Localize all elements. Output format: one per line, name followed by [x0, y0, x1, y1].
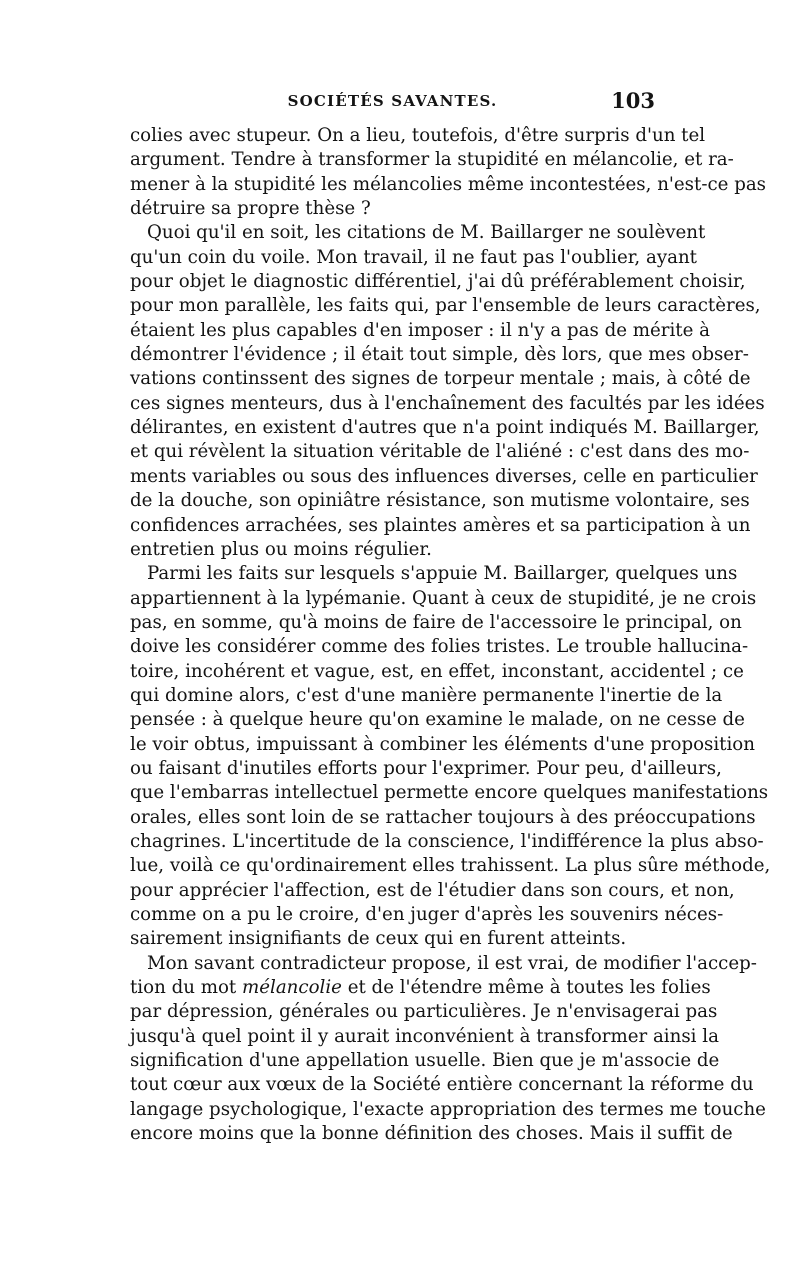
paragraph — [130, 952, 766, 1147]
running-title: SOCIÉTÉS SAVANTES. — [287, 92, 498, 110]
text-line: comme on a pu le croire, d'en juger d'après les souvenirs néces- — [130, 904, 724, 925]
paragraph — [130, 124, 767, 221]
text-line: Mon savant contradicteur propose, il est vrai, de modifier l'accep- — [147, 952, 757, 974]
text-line: toire, incohérent et vague, est, en effet, inconstant, accidentel ; ce — [130, 660, 744, 682]
text-line: détruire sa propre thèse ? — [130, 198, 371, 220]
text-line: pensée : à quelque heure qu'on examine le malade, on ne cesse de — [130, 709, 745, 731]
text-line: pour mon parallèle, les faits qui, par l'ensemble de leurs caractères, — [130, 295, 761, 317]
text-line: jusqu'à quel point il y aurait inconvénient à transformer ainsi la — [130, 1025, 719, 1047]
text-line-with-emphasis — [130, 976, 711, 1000]
text-line: par dépression, générales ou particulières. Je n'envisagerai pas — [130, 1001, 718, 1023]
text-fragment: tion du mot — [130, 977, 242, 999]
text-line: Quoi qu'il en soit, les citations de M. Baillarger ne soulèvent — [147, 222, 706, 244]
text-line: lue, voilà ce qu'ordinairement elles trahissent. La plus sûre méthode, — [130, 855, 771, 877]
text-line: pour apprécier l'affection, est de l'étudier dans son cours, et non, — [130, 879, 735, 901]
paragraph — [130, 562, 771, 952]
text-line: le voir obtus, impuissant à combiner les éléments d'une proposition — [130, 733, 755, 755]
text-line: qui domine alors, c'est d'une manière permanente l'inertie de la — [130, 684, 723, 706]
text-line: entretien plus ou moins régulier. — [130, 538, 432, 560]
paragraph — [130, 221, 765, 562]
text-line: de la douche, son opiniâtre résistance, son mutisme volontaire, ses — [130, 490, 750, 512]
text-line: signification d'une appellation usuelle. Bien que je m'associe de — [130, 1050, 720, 1072]
text-line: pas, en somme, qu'à moins de faire de l'accessoire le principal, on — [130, 611, 742, 633]
text-line: confidences arrachées, ses plaintes amères et sa participation à un — [130, 514, 751, 536]
text-line: vations continssent des signes de torpeur mentale ; mais, à côté de — [130, 368, 751, 390]
text-line: étaient les plus capables d'en imposer : il n'y a pas de mérite à — [130, 319, 710, 341]
text-line: délirantes, en existent d'autres que n'a point indiqués M. Baillarger, — [130, 417, 760, 439]
text-line: orales, elles sont loin de se rattacher toujours à des préoccupations — [130, 806, 756, 828]
text-line: chagrines. L'incertitude de la conscience, l'indifférence la plus abso- — [130, 830, 764, 852]
text-line: colies avec stupeur. On a lieu, toutefois, d'être surpris d'un tel — [130, 125, 706, 146]
text-line: sairement insignifiants de ceux qui en furent atteints. — [130, 928, 627, 950]
text-line: et qui révèlent la situation véritable de l'aliéné : c'est dans des mo- — [130, 441, 750, 463]
text-line: langage psychologique, l'exacte appropriation des termes me touche — [130, 1098, 766, 1120]
text-line: qu'un coin du voile. Mon travail, il ne faut pas l'oublier, ayant — [130, 246, 697, 268]
page-number: 103 — [611, 88, 655, 113]
text-line: doive les considérer comme des folies tristes. Le trouble hallucina- — [130, 636, 749, 658]
text-line: ments variables ou sous des influences diverses, celle en particulier — [130, 465, 758, 487]
text-fragment: et de l'étendre même à toutes les folies — [341, 977, 711, 999]
text-line: ou faisant d'inutiles efforts pour l'exprimer. Pour peu, d'ailleurs, — [130, 757, 722, 779]
text-line: argument. Tendre à transformer la stupidité en mélancolie, et ra- — [130, 149, 734, 171]
text-line: encore moins que la bonne définition des choses. Mais il suffit de — [130, 1123, 733, 1145]
text-line: tout cœur aux vœux de la Société entière concernant la réforme du — [130, 1074, 754, 1096]
text-line: ces signes menteurs, dus à l'enchaînement des facultés par les idées — [130, 392, 765, 414]
text-line: appartiennent à la lypémanie. Quant à ceux de stupidité, je ne crois — [130, 587, 757, 609]
text-line: Parmi les faits sur lesquels s'appuie M. Baillarger, quelques uns — [147, 563, 738, 585]
text-line: mener à la stupidité les mélancolies même incontestées, n'est-ce pas — [130, 173, 767, 195]
text-line: pour objet le diagnostic différentiel, j'ai dû préférablement choisir, — [130, 271, 746, 293]
text-line: que l'embarras intellectuel permette encore quelques manifestations — [130, 782, 769, 804]
running-head — [130, 88, 655, 116]
italic-term: mélancolie — [242, 977, 342, 999]
text-line: démontrer l'évidence ; il était tout simple, dès lors, que mes obser- — [130, 344, 749, 366]
body-text — [130, 124, 771, 1146]
